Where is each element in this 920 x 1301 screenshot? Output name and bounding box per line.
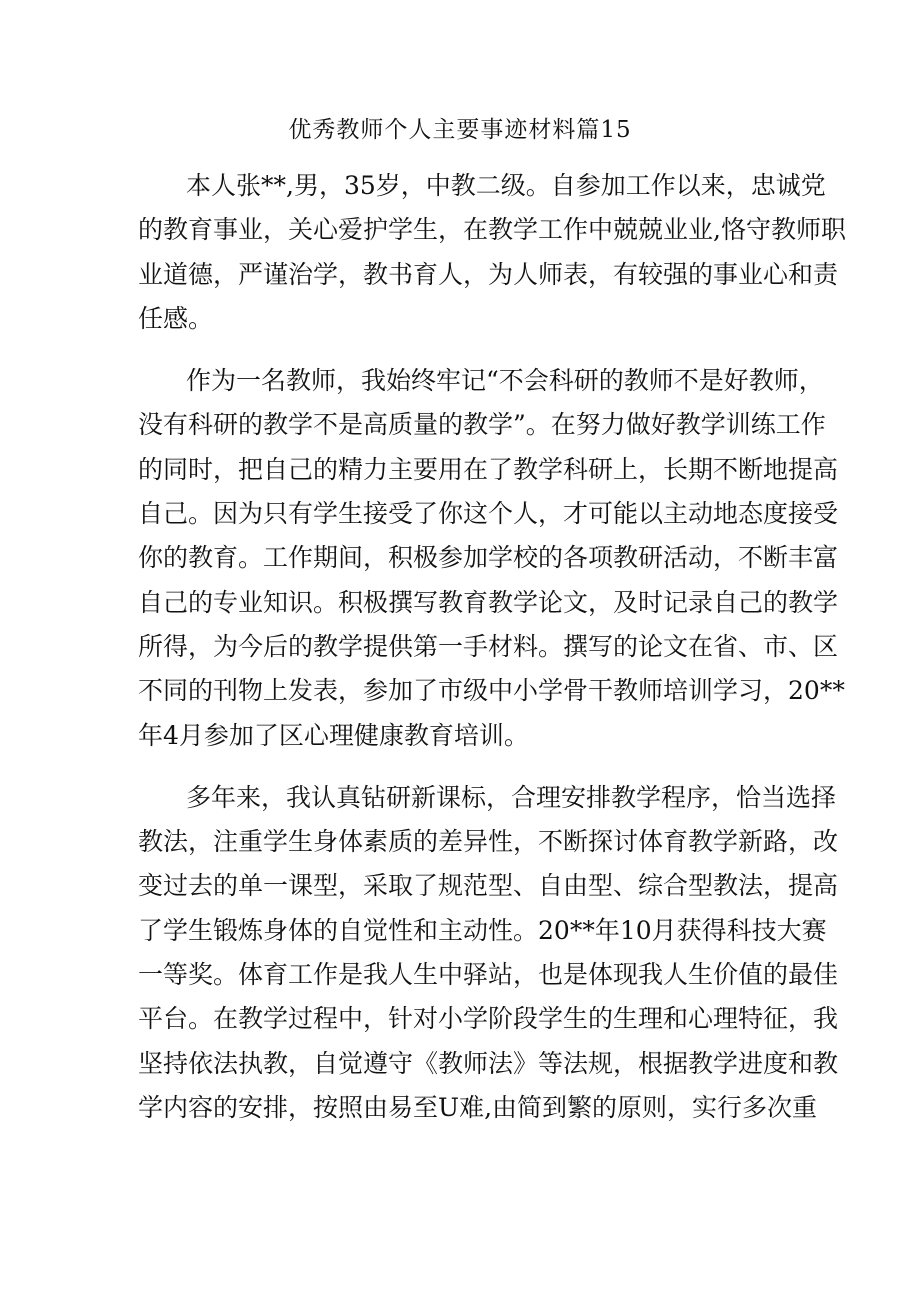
text-line: 年4月参加了区心理健康教育培训。 [138,720,529,750]
text-line: 所得，为今后的教学提供第一手材料。撰写的论文在省、市、区 [138,631,839,661]
paragraph-3 [138,776,839,1130]
text-line: 的同时，把自己的精力主要用在了教学科研上，长期不断地提高 [138,454,839,484]
text-line: 你的教育。工作期间，积极参加学校的各项教研活动，不断丰富 [138,543,839,573]
text-line: 坚持依法执教，自觉遵守《教师法》等法规，根据教学进度和教 [138,1048,839,1078]
text-line: 业道德，严谨治学，教书育人，为人师表，有较强的事业心和责 [138,259,839,289]
text-line: 学内容的安排，按照由易至U难,由简到繁的原则，实行多次重 [138,1092,818,1122]
document-title: 优秀教师个人主要事迹材料篇15 [288,117,632,143]
text-line: 自己的专业知识。积极撰写教育教学论文，及时记录自己的教学 [138,587,839,617]
text-line: 了学生锻炼身体的自觉性和主动性。20**年10月获得科技大赛 [138,915,827,945]
text-line: 没有科研的教学不是高质量的教学”。在努力做好教学训练工作 [138,410,826,440]
text-line: 的教育事业，关心爱护学生，在教学工作中兢兢业业,恪守教师职 [138,215,846,245]
text-line: 本人张**,男，35岁，中教二级。自参加工作以来，忠诚党 [186,171,826,200]
text-line: 多年来，我认真钻研新课标，合理安排教学程序，恰当选择 [186,782,837,812]
paragraph-2 [138,359,845,758]
paragraph-1 [138,164,846,341]
text-line: 变过去的单一课型，采取了规范型、自由型、综合型教法，提高 [138,871,839,901]
text-line: 自己。因为只有学生接受了你这个人，才可能以主动地态度接受 [138,499,839,529]
text-line: 平台。在教学过程中，针对小学阶段学生的生理和心理特征，我 [138,1004,839,1034]
text-line: 作为一名教师，我始终牢记“不会科研的教师不是好教师， [186,366,824,396]
text-line: 不同的刊物上发表，参加了市级中小学骨干教师培训学习，20** [138,676,845,706]
text-line: 任感。 [138,303,214,333]
text-line: 教法，注重学生身体素质的差异性，不断探讨体育教学新路，改 [138,827,839,857]
text-line: 一等奖。体育工作是我人生中驿站，也是体现我人生价值的最佳 [138,960,839,990]
document-body [138,164,846,1130]
